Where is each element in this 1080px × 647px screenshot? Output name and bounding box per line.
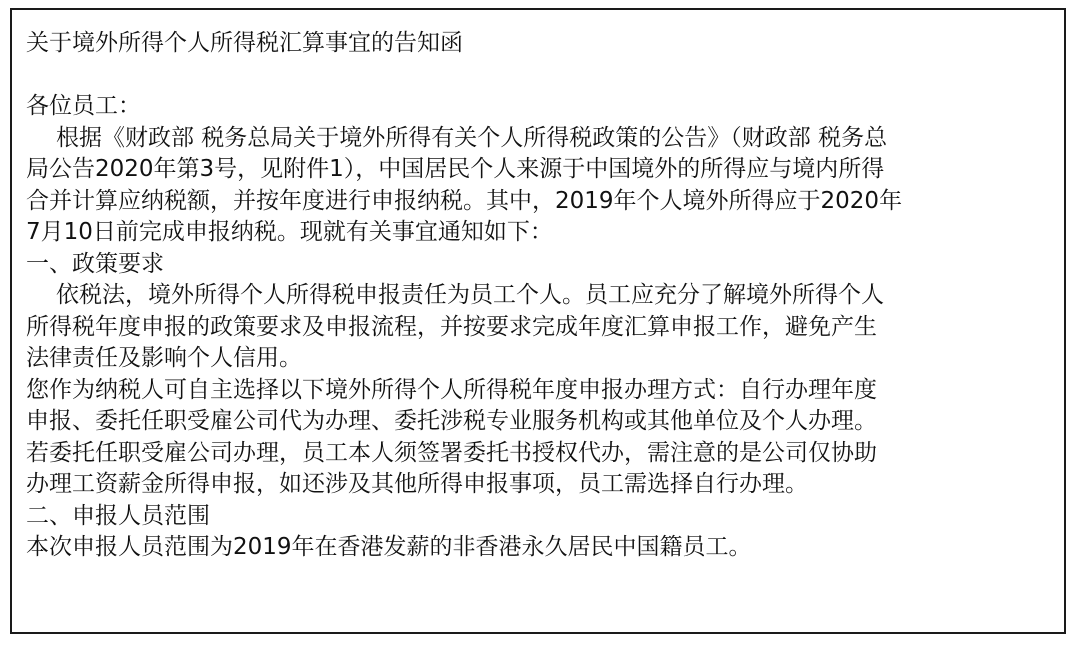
intro-line: 局公告2020年第3号，见附件1），中国居民个人来源于中国境外的所得应与境内所得 — [26, 156, 885, 182]
section-heading-scope: 二、申报人员范围 — [26, 502, 210, 529]
intro-line: 7月10日前完成申报纳税。现就有关事宜通知如下： — [26, 219, 553, 245]
policy-line: 您作为纳税人可自主选择以下境外所得个人所得税年度申报办理方式：自行办理年度 — [26, 376, 877, 403]
policy-paragraph-2 — [26, 375, 1066, 501]
section-heading-policy: 一、政策要求 — [26, 250, 164, 277]
document-title: 关于境外所得个人所得税汇算事宜的告知函 — [26, 30, 463, 56]
policy-line: 办理工资薪金所得申报，如还涉及其他所得申报事项，员工需选择自行办理。 — [26, 471, 808, 497]
intro-line: 根据《财政部 税务总局关于境外所得有关个人所得税政策的公告》（财政部 税务总 — [56, 124, 888, 151]
policy-line: 法律责任及影响个人信用。 — [26, 345, 302, 371]
policy-paragraph-1 — [26, 280, 1066, 375]
document-frame — [10, 8, 1066, 634]
blank-line — [26, 60, 1066, 92]
salutation: 各位员工： — [26, 93, 141, 119]
policy-line: 若委托任职受雇公司办理，员工本人须签署委托书授权代办，需注意的是公司仅协助 — [26, 439, 877, 466]
scope-text: 本次申报人员范围为2019年在香港发薪的非香港永久居民中国籍员工。 — [26, 534, 752, 560]
policy-line: 依税法，境外所得个人所得税申报责任为员工个人。员工应充分了解境外所得个人 — [56, 282, 884, 308]
notice-document — [26, 28, 1066, 564]
policy-line: 所得税年度申报的政策要求及申报流程，并按要求完成年度汇算申报工作，避免产生 — [26, 313, 877, 340]
policy-line: 申报、委托任职受雇公司代为办理、委托涉税专业服务机构或其他单位及个人办理。 — [26, 408, 877, 434]
intro-line: 合并计算应纳税额，并按年度进行申报纳税。其中，2019年个人境外所得应于2020年 — [26, 187, 903, 214]
intro-paragraph — [26, 123, 1066, 249]
